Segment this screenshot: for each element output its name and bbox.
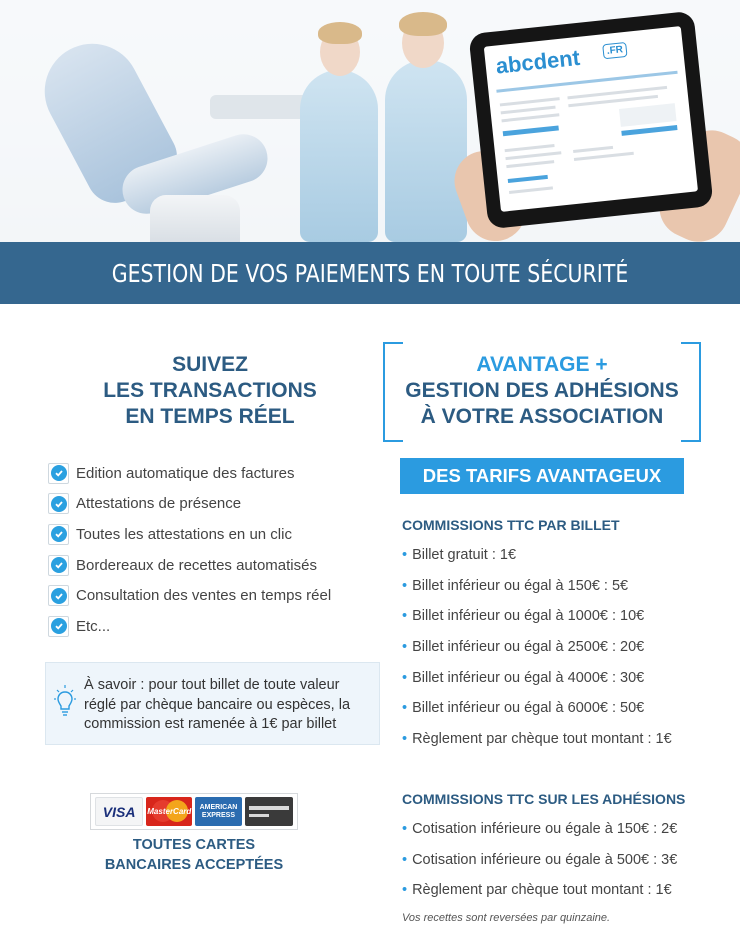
feature-label: Toutes les attestations en un clic [76,525,292,543]
rate-label: Billet inférieur ou égal à 2500€ : 20€ [412,639,645,656]
cards-caption-line: TOUTES CARTES [132,837,256,853]
cards-caption [95,835,293,875]
info-line: commission est ramenée à 1€ par billet [84,716,337,732]
rate-label: Billet inférieur ou égal à 6000€ : 50€ [412,700,645,717]
assistant-figure-left [300,70,378,242]
tablet-line [509,186,553,194]
title-banner [0,242,740,304]
check-icon [48,585,69,606]
feature-label: Etc... [76,617,111,635]
advantage-heading-line: AVANTAGE + [476,353,608,376]
bank-card-icon [245,797,293,826]
info-line: réglé par chèque bancaire ou espèces, la [84,696,351,713]
rate-item: • Règlement par chèque tout montant : 1€ [402,730,672,747]
feature-item [48,550,368,581]
transactions-heading [60,352,360,430]
check-icon [48,493,69,514]
amex-label: EXPRESS [201,811,235,819]
tablet-line [574,152,634,161]
rate-item: • Billet inférieur ou égal à 4000€ : 30€ [402,669,645,686]
assistant-hair-right [399,12,447,36]
tablet-line [573,146,613,153]
info-line: À savoir : pour tout billet de toute valeur [84,677,340,693]
check-icon [48,463,69,484]
advantage-heading-line: GESTION DES ADHÉSIONS [405,379,679,402]
page-title: GESTION DE VOS PAIEMENTS EN TOUTE SÉCURITÉ [111,258,629,288]
feature-label: Consultation des ventes en temps réel [76,587,332,605]
feature-label: Bordereaux de recettes automatisés [76,556,317,574]
feature-label: Attestations de présence [76,495,242,513]
transactions-heading-line: LES TRANSACTIONS [103,379,317,402]
transactions-heading-line: EN TEMPS RÉEL [125,405,295,428]
feature-list [48,458,368,642]
tablet-logo-suffix: .FR [602,42,628,59]
amex-logo [195,797,241,826]
rate-label: Cotisation inférieure ou égale à 150€ : 2€ [412,821,678,838]
ticket-rate-list [402,540,672,754]
tablet-block [508,175,548,183]
rate-label: Billet inférieur ou égal à 150€ : 5€ [412,577,629,594]
transactions-heading-line: SUIVEZ [172,353,248,376]
tarifs-badge: DES TARIFS AVANTAGEUX [400,458,684,494]
rate-item: • Billet inférieur ou égal à 6000€ : 50€ [402,700,645,717]
tablet-logo: abcdent [494,44,582,79]
dental-chair-base [150,195,240,242]
assistant-figure-right [385,60,467,242]
membership-commissions-heading: COMMISSIONS TTC SUR LES ADHÉSIONS [402,791,686,807]
tablet-block [621,125,677,136]
rate-item: • Cotisation inférieure ou égale à 500€ : 3€ [402,851,678,868]
rate-label: Règlement par chèque tout montant : 1€ [412,730,672,747]
hero-image [0,0,740,242]
rate-label: Billet inférieur ou égal à 1000€ : 10€ [412,608,645,625]
assistant-hair-left [318,22,362,44]
tablet-block [619,103,677,127]
membership-rate-list [402,814,677,906]
advantage-heading-line: À VOTRE ASSOCIATION [420,405,664,428]
feature-item [48,489,368,520]
tablet-line [501,113,559,122]
amex-label: AMERICAN [199,803,238,811]
rate-item: • Billet inférieur ou égal à 2500€ : 20€ [402,639,645,656]
feature-item [48,580,368,611]
rate-item: • Billet inférieur ou égal à 150€ : 5€ [402,577,629,594]
lightbulb-icon [52,684,78,718]
rate-item: • Cotisation inférieure ou égale à 150€ : 2€ [402,821,678,838]
tablet-screen [484,26,698,212]
check-icon [48,555,69,576]
payment-cards [90,793,298,830]
tablet-line [505,144,555,152]
check-icon [48,616,69,637]
feature-label: Edition automatique des factures [76,464,295,482]
rate-label: Billet inférieur ou égal à 4000€ : 30€ [412,669,645,686]
rate-label: Billet gratuit : 1€ [412,547,517,564]
tablet-device [468,11,713,230]
tablet-line [501,106,556,115]
advantage-heading [383,352,701,430]
check-icon [48,524,69,545]
tablet-block [503,125,559,136]
rate-item: • Règlement par chèque tout montant : 1€ [402,882,672,899]
cards-caption-line: BANCAIRES ACCEPTÉES [104,857,284,873]
visa-logo: VISA [95,797,143,826]
mastercard-label: MasterCard [147,807,192,816]
feature-item [48,519,368,550]
rate-label: Règlement par chèque tout montant : 1€ [412,882,672,899]
ticket-commissions-heading: COMMISSIONS TTC PAR BILLET [402,517,620,533]
tablet-line [505,151,561,160]
rate-label: Cotisation inférieure ou égale à 500€ : 3€ [412,851,678,868]
tablet-line [506,160,554,168]
rate-item: • Billet gratuit : 1€ [402,547,517,564]
footnote: Vos recettes sont reversées par quinzaine. [402,912,611,924]
rate-item: • Billet inférieur ou égal à 1000€ : 10€ [402,608,645,625]
feature-item [48,458,368,489]
feature-item [48,611,368,642]
info-text [84,676,374,735]
mastercard-logo [146,797,192,826]
